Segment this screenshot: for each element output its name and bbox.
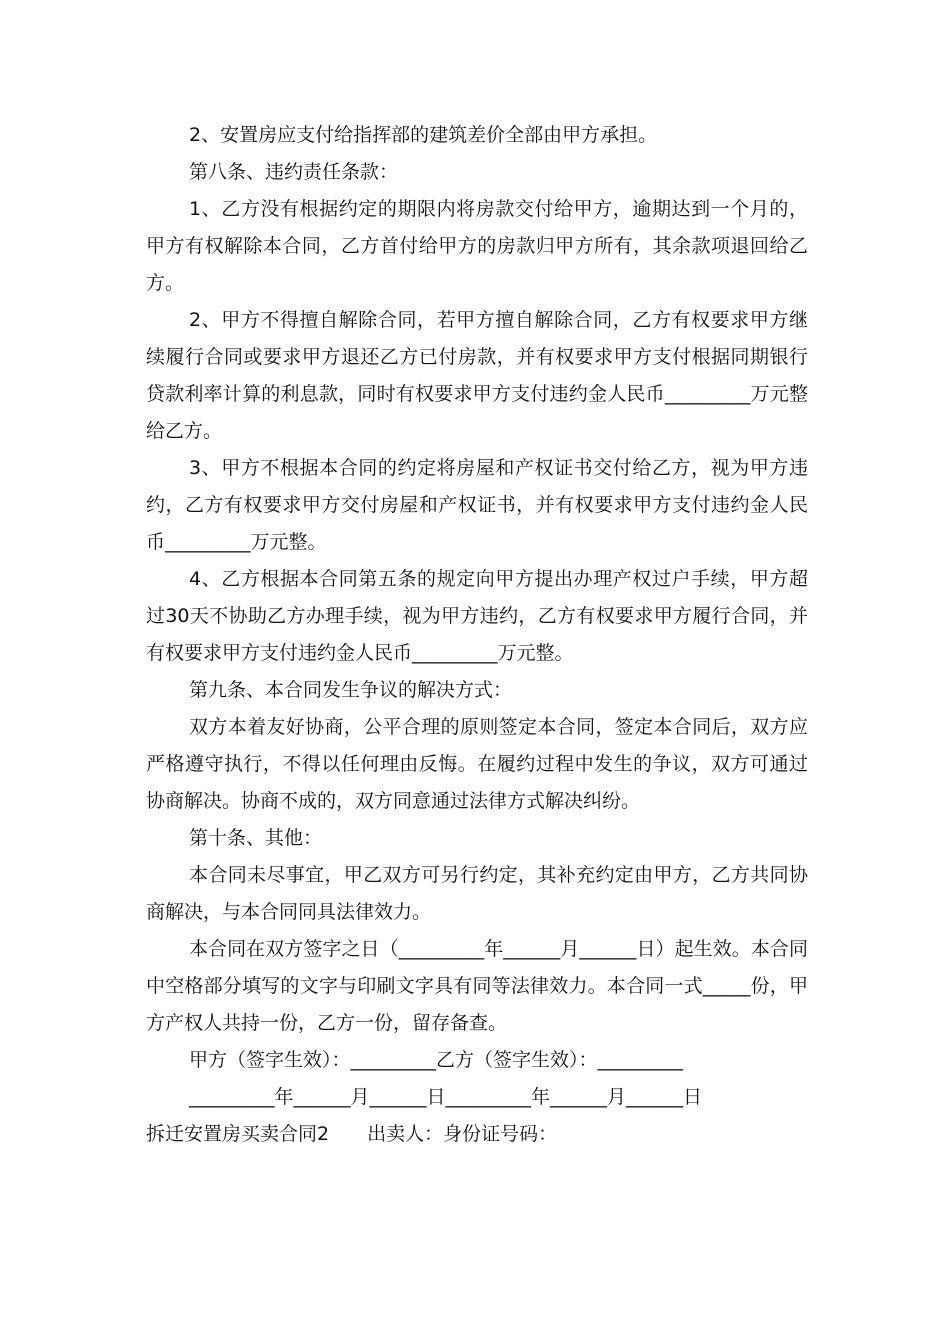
article-9-body: 双方本着友好协商，公平合理的原则签定本合同，签定本合同后，双方应严格遵守执行，不得以任何理由反悔。在履约过程中发生的争议，双方可通过协商解决。协商不成的，双方同意通过法律方式解决纠纷。 — [146, 716, 808, 812]
clause-8-item-3: 3、甲方不根据本合同的约定将房屋和产权证书交付给乙方，视为甲方违约，乙方有权要求甲方交付房屋和产权证书，并有权要求甲方支付违约金人民币_________万元整。 — [146, 457, 808, 553]
article-10-heading: 第十条、其他： — [189, 827, 323, 849]
clause-8-item-4: 4、乙方根据本合同第五条的规定向甲方提出办理产权过户手续，甲方超过30天不协助乙方办理手续，视为甲方违约，乙方有权要求甲方履行合同，并有权要求甲方支付违约金人民币_________万元整。 — [146, 568, 808, 664]
clause-7-item-2: 2、安置房应支付给指挥部的建筑差价全部由甲方承担。 — [189, 124, 658, 146]
signature-line: 甲方（签字生效）：_________乙方（签字生效）：_________ — [189, 1049, 684, 1071]
article-8-heading: 第八条、违约责任条款： — [189, 161, 399, 183]
clause-8-item-1: 1、乙方没有根据约定的期限内将房款交付给甲方，逾期达到一个月的，甲方有权解除本合同，乙方首付给甲方的房款归甲方所有，其余款项退回给乙方。 — [146, 198, 808, 294]
contract-page — [146, 117, 808, 1153]
next-contract-title-line: 拆迁安置房买卖合同2 出卖人：身份证号码： — [146, 1123, 558, 1145]
article-10-body-1: 本合同未尽事宜，甲乙双方可另行约定，其补充约定由甲方，乙方共同协商解决，与本合同同具法律效力。 — [146, 864, 808, 923]
signature-date-line: _________年______月______日_________年______月______日 — [189, 1086, 703, 1108]
article-10-body-2: 本合同在双方签字之日（_________年______月______日）起生效。本合同中空格部分填写的文字与印刷文字具有同等法律效力。本合同一式_____份，甲方产权人共持一份，乙方一份，留存备查。 — [146, 938, 808, 1034]
clause-8-item-2: 2、甲方不得擅自解除合同，若甲方擅自解除合同，乙方有权要求甲方继续履行合同或要求甲方退还乙方已付房款，并有权要求甲方支付根据同期银行贷款利率计算的利息款，同时有权要求甲方支付违约金人民币_________万元整给乙方。 — [146, 309, 808, 442]
article-9-heading: 第九条、本合同发生争议的解决方式： — [189, 679, 513, 701]
